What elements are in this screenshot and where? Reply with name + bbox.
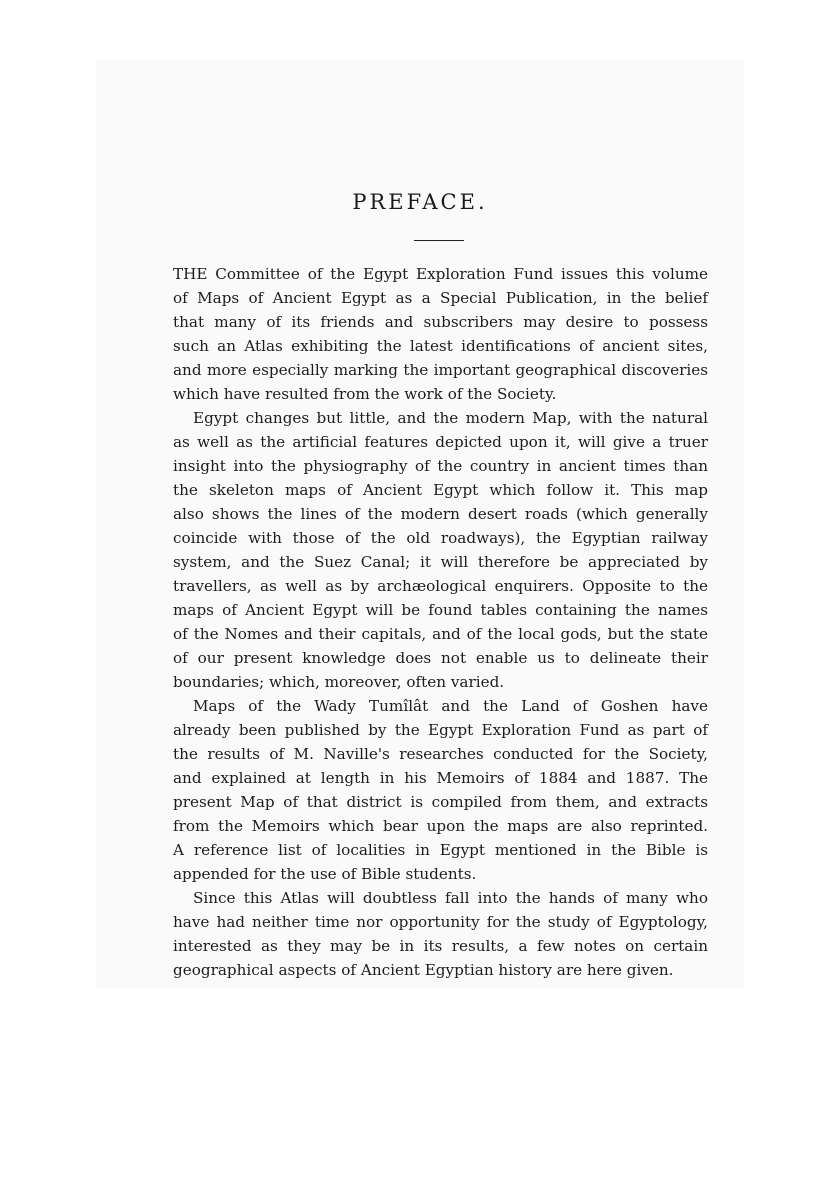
- text-line: coincide with those of the old roadways), the Egyptian railway: [173, 529, 708, 547]
- text-line: maps of Ancient Egypt will be found tables containing the names: [173, 601, 708, 619]
- text-line: travellers, as well as by archæological enquirers. Opposite to the: [173, 577, 708, 595]
- text-line: insight into the physiography of the country in ancient times than: [173, 457, 708, 475]
- text-line: present Map of that district is compiled from them, and extracts: [173, 793, 708, 811]
- title-rule: [414, 240, 464, 241]
- text-line: of our present knowledge does not enable us to delineate their: [173, 649, 708, 667]
- text-line: appended for the use of Bible students.: [173, 865, 477, 883]
- page-title: PREFACE.: [352, 190, 488, 214]
- text-line: Maps of the Wady Tumîlât and the Land of Goshen have: [193, 697, 708, 715]
- text-line: and explained at length in his Memoirs of 1884 and 1887. The: [173, 769, 708, 787]
- text-line: that many of its friends and subscribers may desire to possess: [173, 313, 708, 331]
- text-line: the skeleton maps of Ancient Egypt which follow it. This map: [173, 481, 708, 499]
- text-line: have had neither time nor opportunity for the study of Egyptology,: [173, 913, 708, 931]
- text-line: of Maps of Ancient Egypt as a Special Publication, in the belief: [173, 289, 708, 307]
- text-line: geographical aspects of Ancient Egyptian history are here given.: [173, 961, 674, 979]
- text-line: system, and the Suez Canal; it will therefore be appreciated by: [173, 553, 708, 571]
- text-line: boundaries; which, moreover, often varied.: [173, 673, 505, 691]
- text-line: which have resulted from the work of the Society.: [173, 385, 557, 403]
- text-line: such an Atlas exhibiting the latest identifications of ancient sites,: [173, 337, 708, 355]
- preface-body: [173, 262, 708, 982]
- text-line: A reference list of localities in Egypt mentioned in the Bible is: [173, 841, 708, 859]
- text-line: also shows the lines of the modern desert roads (which generally: [173, 505, 708, 523]
- text-line: the results of M. Naville's researches conducted for the Society,: [173, 745, 708, 763]
- text-line: Since this Atlas will doubtless fall into the hands of many who: [193, 889, 708, 907]
- text-line: of the Nomes and their capitals, and of the local gods, but the state: [173, 625, 708, 643]
- text-line: interested as they may be in its results, a few notes on certain: [173, 937, 708, 955]
- text-line: as well as the artificial features depicted upon it, will give a truer: [173, 433, 708, 451]
- text-line: already been published by the Egypt Exploration Fund as part of: [173, 721, 708, 739]
- text-line: Egypt changes but little, and the modern Map, with the natural: [193, 409, 708, 427]
- text-line: from the Memoirs which bear upon the maps are also reprinted.: [173, 817, 708, 835]
- text-line: and more especially marking the important geographical discoveries: [173, 361, 708, 379]
- text-line: THE Committee of the Egypt Exploration Fund issues this volume: [173, 265, 708, 283]
